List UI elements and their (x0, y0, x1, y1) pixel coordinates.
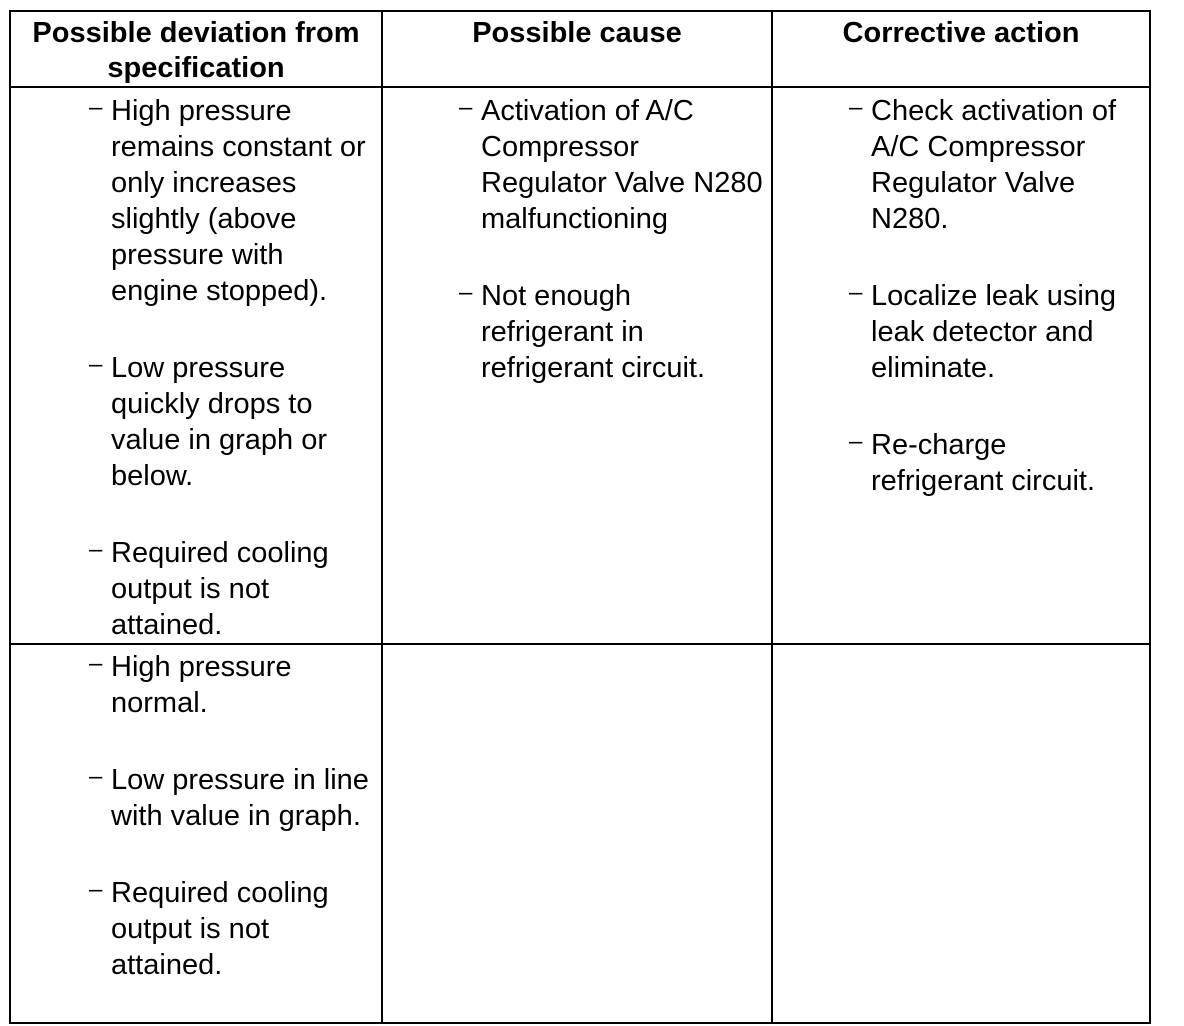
deviation-list (11, 88, 381, 643)
dash-marker: – (459, 94, 473, 121)
dash-marker: – (849, 279, 863, 306)
action-cell (772, 87, 1150, 644)
dash-marker: – (89, 94, 103, 121)
action-text: Localize leak using leak detector and eliminate. (871, 280, 1117, 384)
dash-marker: – (849, 94, 863, 121)
dash-marker: – (89, 763, 103, 790)
list-item (849, 93, 1145, 237)
header-row (10, 11, 1150, 87)
dash-marker: – (89, 650, 103, 677)
deviation-cell (10, 644, 382, 1023)
action-list (773, 88, 1149, 499)
table-row (10, 644, 1150, 1023)
list-item (89, 535, 373, 643)
list-item (89, 875, 373, 983)
dash-marker: – (89, 536, 103, 563)
cause-cell-empty (382, 644, 772, 1023)
cause-text: Activation of A/C Compressor Regulator Valve N280 malfunctioning (481, 95, 763, 235)
list-item (89, 93, 373, 309)
deviation-text: Required cooling output is not attained. (111, 537, 329, 641)
list-item (89, 350, 373, 494)
deviation-text: Low pressure quickly drops to value in graph or below. (111, 352, 328, 492)
deviation-text: High pressure remains constant or only increases slightly (above pressure with engine stopped). (111, 95, 366, 307)
list-item (459, 278, 763, 386)
dash-marker: – (459, 279, 473, 306)
list-item (89, 762, 373, 834)
deviation-list (11, 645, 381, 983)
deviation-text: Low pressure in line with value in graph. (111, 764, 369, 832)
header-deviation: Possible deviation from specification (10, 11, 382, 87)
dash-marker: – (89, 876, 103, 903)
deviation-cell (10, 87, 382, 644)
list-item (459, 93, 763, 237)
action-cell-empty (772, 644, 1150, 1023)
dash-marker: – (89, 351, 103, 378)
cause-cell (382, 87, 772, 644)
deviation-text: High pressure normal. (111, 651, 292, 719)
cause-text: Not enough refrigerant in refrigerant circuit. (481, 280, 706, 384)
dash-marker: – (849, 428, 863, 455)
header-cause: Possible cause (382, 11, 772, 87)
list-item (849, 427, 1145, 499)
table-row (10, 87, 1150, 644)
header-action: Corrective action (772, 11, 1150, 87)
deviation-text: Required cooling output is not attained. (111, 877, 329, 981)
diagnosis-table (9, 10, 1151, 1024)
list-item (849, 278, 1145, 386)
action-text: Check activation of A/C Compressor Regulator Valve N280. (871, 95, 1117, 235)
action-text: Re-charge refrigerant circuit. (871, 429, 1096, 497)
list-item (89, 649, 373, 721)
cause-list (383, 88, 771, 386)
